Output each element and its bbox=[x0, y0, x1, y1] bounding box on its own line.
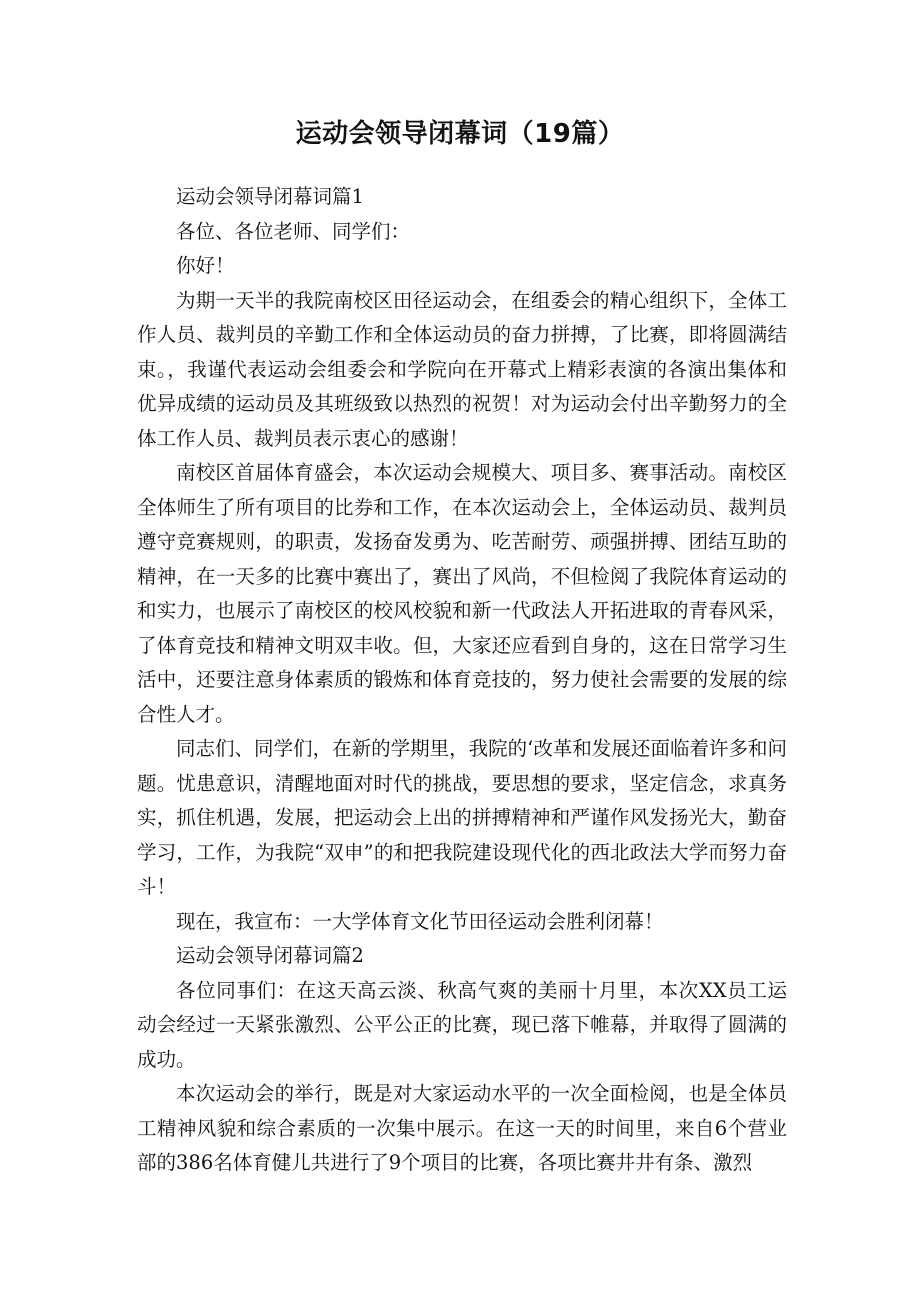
section-heading-2: 运动会领导闭幕词篇2 bbox=[176, 944, 364, 967]
salutation: 各位、各位老师、同学们： bbox=[176, 219, 411, 243]
paragraph: 南校区首届体育盛会，本次运动会规模大、项目多、赛事活动。南校区全体师生了所有项目的比券和工作，在本次运动会上，全体运动员、裁判员遵守竞赛规则，的职责，发扬奋发勇为、吃苦耐劳、顽强拼搏、团结互助的精神，在一天多的比赛中赛出了，赛出了风尚，不但检阅了我院体育运动的和实力，也展示了南校区的校风校貌和新一代政法人开拓进取的青春风采，了体育竞技和精神文明双丰收。但，大家还应看到自身的，这在日常学习生活中，还要注意身体素质的锻炼和体育竞技的，努力使社会需要的发展的综合性人才。 bbox=[137, 461, 787, 726]
paragraph: 本次运动会的举行，既是对大家运动水平的一次全面检阅，也是全体员工精神风貌和综合素质的一次集中展示。在这一天的时间里，来自6个营业部的386名体育健儿共进行了9个项目的比赛，各项比赛井井有条、激烈 bbox=[137, 1082, 787, 1174]
paragraph: 同志们、同学们，在新的学期里，我院的‘改革和发展还面临着许多和问题。忧患意识，清醒地面对时代的挑战，要思想的要求，坚定信念，求真务实，抓住机遇，发展，把运动会上出的拼搏精神和严谨作风发扬光大，勤奋学习，工作，为我院“双申”的和把我院建设现代化的西北政法大学而努力奋斗！ bbox=[137, 737, 787, 898]
greeting: 你好！ bbox=[176, 254, 235, 277]
paragraph: 为期一天半的我院南校区田径运动会，在组委会的精心组织下，全体工作人员、裁判员的辛勤工作和全体运动员的奋力拼搏，了比赛，即将圆满结束。，我谨代表运动会组委会和学院向在开幕式上精彩表演的各演出集体和优异成绩的运动员及其班级致以热烈的祝贺！对为运动会付出辛勤努力的全体工作人员、裁判员表示衷心的感谢！ bbox=[137, 288, 787, 450]
paragraph: 现在，我宣布：一大学体育文化节田径运动会胜利闭幕！ bbox=[176, 909, 664, 933]
paragraph: 各位同事们：在这天高云淡、秋高气爽的美丽十月里，本次XX员工运动会经过一天紧张激烈、公平公正的比赛，现已落下帷幕，并取得了圆满的成功。 bbox=[137, 978, 787, 1071]
document-title: 运动会领导闭幕词（19篇） bbox=[295, 119, 625, 149]
section-heading-1: 运动会领导闭幕词篇1 bbox=[176, 185, 364, 208]
document-body bbox=[137, 180, 787, 1181]
